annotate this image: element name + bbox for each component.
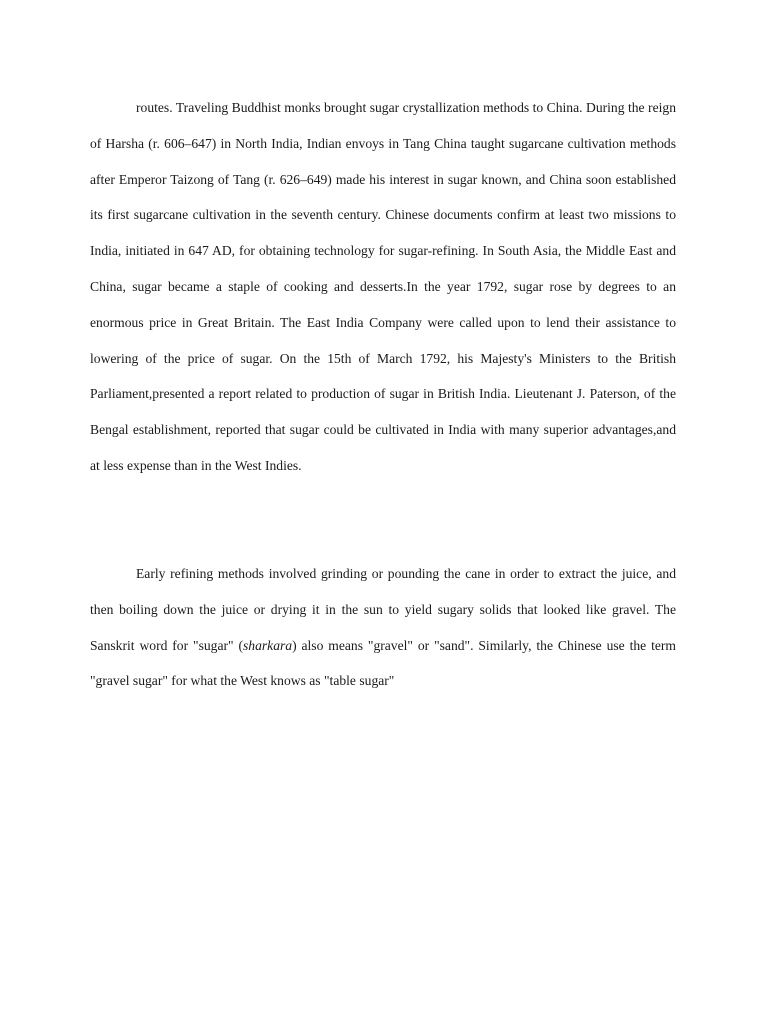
paragraph-text-after-italic: ) also means "gravel" or "sand". Similarly, the Chinese use the term "gravel sugar" for what the West knows as "table sugar": [90, 637, 676, 689]
paragraph-early-refining: [90, 556, 676, 699]
italic-term-sharkara: sharkara: [242, 637, 293, 653]
paragraph-text-before-italic: Early refining methods involved grinding or pounding the cane in order to extract the juice, and then boiling down the juice or drying it in the sun to yield sugary solids that looked like gravel. The Sanskrit word for "sugar" (: [90, 566, 676, 653]
paragraph-sugar-history: routes. Traveling Buddhist monks brought sugar crystallization methods to China. During the reign of Harsha (r. 606–647) in North India, Indian envoys in Tang China taught sugarcane cultivation methods after Emperor Taizong of Tang (r. 626–649) made his interest in sugar known, and China soon established its first sugarcane cultivation in the seventh century. Chinese documents confirm at least two missions to India, initiated in 647 AD, for obtaining technology for sugar-refining. In South Asia, the Middle East and China, sugar became a staple of cooking and desserts.In the year 1792, sugar rose by degrees to an enormous price in Great Britain. The East India Company were called upon to lend their assistance to lowering of the price of sugar. On the 15th of March 1792, his Majesty's Ministers to the British Parliament,presented a report related to production of sugar in British India. Lieutenant J. Paterson, of the Bengal establishment, reported that sugar could be cultivated in India with many superior advantages,and at less expense than in the West Indies.: [90, 100, 676, 473]
